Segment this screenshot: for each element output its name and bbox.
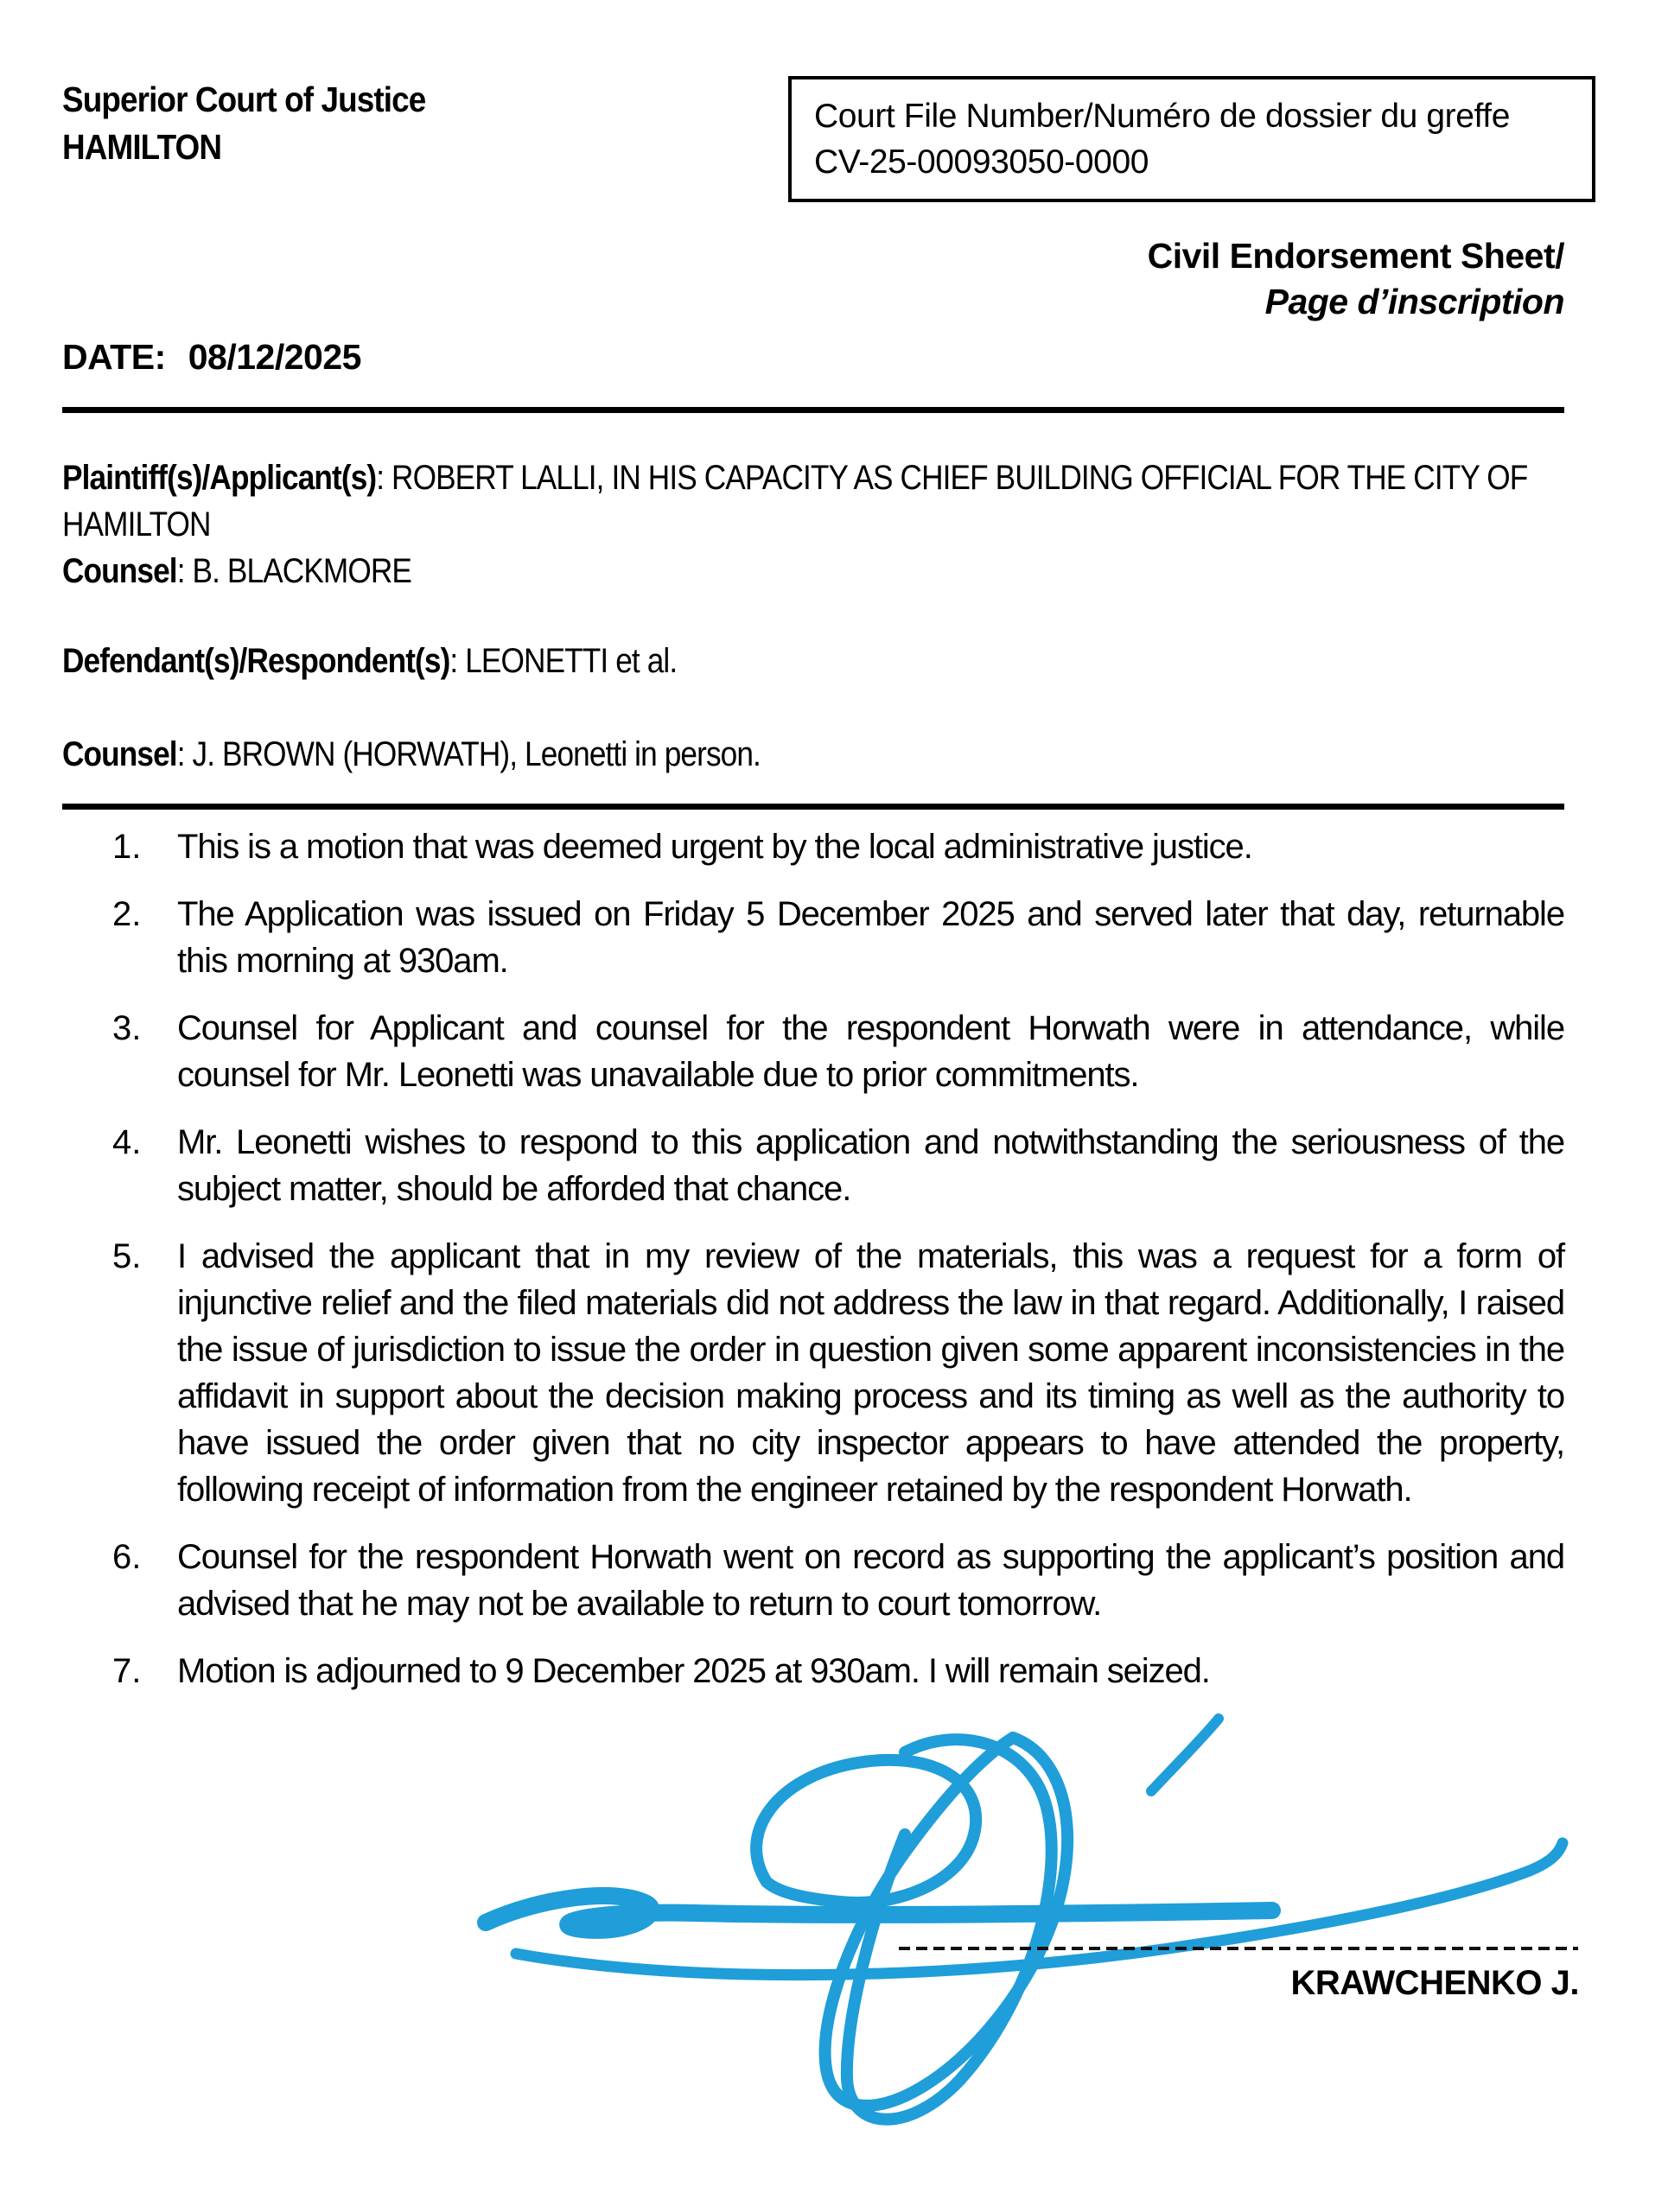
date-line [62,337,1564,378]
date-label: DATE: [62,337,166,377]
endorsement-item-3: Counsel for Applicant and counsel for the respondent Horwath were in attendance, while counsel for Mr. Leonetti was unavailable due to prior commitments. [177,1009,1564,1094]
endorsement-item-1: This is a motion that was deemed urgent by the local administrative justice. [177,828,1252,866]
defendant-counsel-label: Counsel [62,735,177,773]
document-header [62,0,1564,202]
plaintiff-text: : ROBERT LALLI, IN HIS CAPACITY AS CHIEF BUILDING OFFICIAL FOR THE CITY OF HAMILTON [62,459,1528,543]
sheet-title-english: Civil Endorsement Sheet/ [1147,236,1564,276]
sheet-title-french: Page d’inscription [1264,282,1564,321]
court-identification [62,76,425,171]
signature-stroke-loop [756,1760,976,1903]
sheet-title [62,233,1564,325]
plaintiff-counsel-text: : B. BLACKMORE [176,552,412,590]
endorsement-item-2: The Application was issued on Friday 5 December 2025 and served later that day, returnable this morning at 930am. [177,895,1564,980]
endorsement-item-7: Motion is adjourned to 9 December 2025 at 930am. I will remain seized. [177,1652,1210,1690]
endorsement-item-6: Counsel for the respondent Horwath went on record as supporting the applicant’s position and advised that he may not be available to return to court tomorrow. [177,1538,1564,1623]
document-content [62,0,1579,2156]
date-value: 08/12/2025 [188,337,361,377]
signature-area [62,1698,1579,2156]
signature-line [899,1947,1578,1950]
court-file-number-label: Court File Number/Numéro de dossier du greffe [814,98,1510,135]
defendant-counsel-line [62,731,1563,778]
endorsement-item-5: I advised the applicant that in my review of the materials, this was a request for a form of injunctive relief and the filed materials did not address the law in that regard. Additionally, I raised the issue of jurisdiction to issue the order in question given some apparent inconsistencies in the affidavit in support about the decision making process and its timing as well as the authority to have issued the order given that no city inspector appears to have attended the property, following receipt of information from the engineer retained by the respondent Horwath. [177,1237,1564,1509]
judge-name: KRAWCHENKO J. [1290,1964,1579,2002]
defendant-label: Defendant(s)/Respondent(s) [62,642,450,680]
court-name: Superior Court of Justice [62,79,426,119]
signature-stroke-flick [1151,1719,1219,1791]
plaintiff-line [62,454,1563,548]
plaintiff-label: Plaintiff(s)/Applicant(s) [62,459,377,497]
plaintiff-counsel-label: Counsel [62,552,177,590]
defendant-counsel-text: : J. BROWN (HORWATH), Leonetti in person. [176,735,761,773]
plaintiff-block [62,454,1564,778]
court-file-number-value: CV-25-00093050-0000 [814,143,1149,181]
endorsement-list [62,823,1564,1694]
defendant-line [62,638,1563,684]
horizontal-rule-bottom [62,804,1564,810]
judge-signature-ink [468,1705,1592,2137]
court-location: HAMILTON [62,127,222,167]
endorsement-item-4: Mr. Leonetti wishes to respond to this application and notwithstanding the seriousness of the subject matter, should be afforded that chance. [177,1123,1564,1208]
horizontal-rule-top [62,407,1564,413]
court-file-number-box [788,76,1595,202]
plaintiff-counsel-line [62,548,1563,594]
defendant-text: : LEONETTI et al. [449,642,678,680]
